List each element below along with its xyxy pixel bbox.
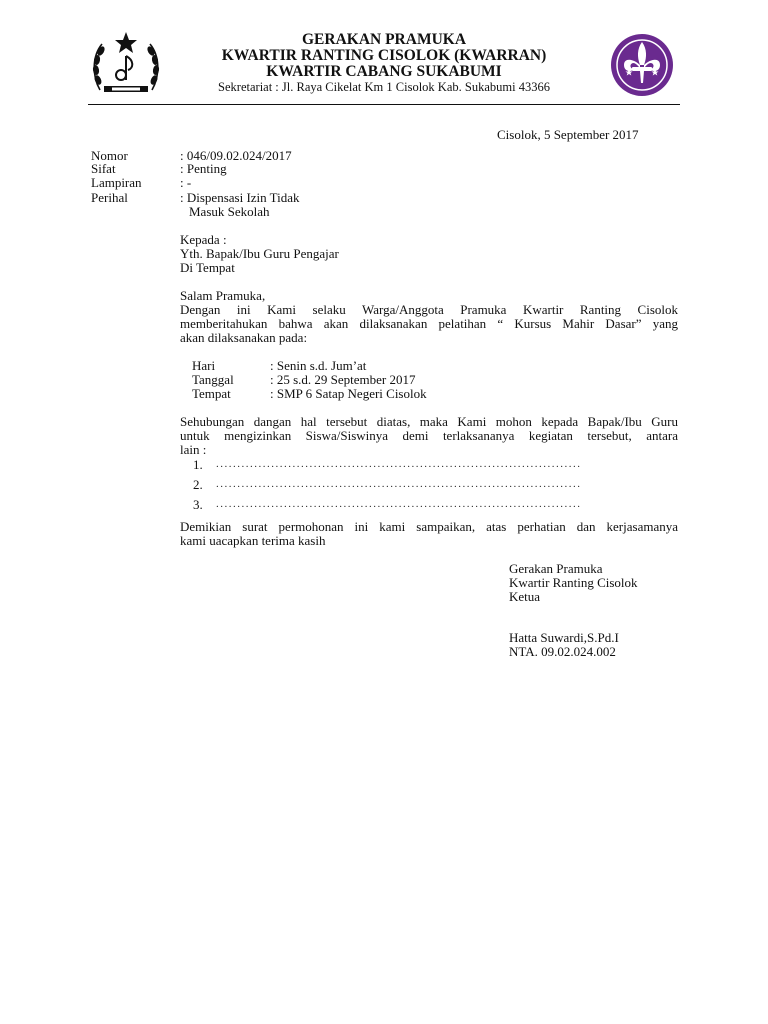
org-name-line: GERAKAN PRAMUKA [301,31,467,48]
closing-line-1: Demikian surat permohonan ini kami sampaikan, atas perhatian dan kerjasamanya [180,519,678,534]
recipient-name: Yth. Bapak/Ibu Guru Pengajar [180,246,339,261]
signature-org: Gerakan Pramuka [509,561,603,576]
perihal-value-continued: Masuk Sekolah [189,204,270,219]
secretariat-address: Sekretariat : Jl. Raya Cikelat Km 1 Cisolok Kab. Sukabumi 43366 [218,80,550,94]
list-item-number: 3. [193,497,203,512]
list-item-dots: ...................................................................................... [216,478,581,490]
signatory-nta: NTA. 09.02.024.002 [509,644,616,659]
list-item-dots: ...................................................................................... [216,498,581,510]
signature-kwarran: Kwartir Ranting Cisolok [509,575,638,590]
kwarran-name-line: KWARTIR RANTING CISOLOK (KWARRAN) [221,47,547,64]
perihal-value: : Dispensasi Izin Tidak [180,190,300,205]
hari-value: : Senin s.d. Jum’at [270,358,367,373]
recipient-place: Di Tempat [180,260,235,275]
closing-line-2: kami uacapkan terima kasih [180,533,326,548]
list-item-number: 1. [193,457,203,472]
paragraph-1-line-1: Dengan ini Kami selaku Warga/Anggota Pramuka Kwartir Ranting Cisolok [180,302,678,317]
sifat-value: : Penting [180,161,227,176]
sifat-label: Sifat [91,161,116,176]
hari-label: Hari [192,358,216,373]
list-item-number: 2. [193,477,203,492]
tanggal-value: : 25 s.d. 29 September 2017 [270,372,416,387]
paragraph-2-line-2: untuk mengizinkan Siswa/Siswinya demi terlaksananya kegiatan tersebut, antara [180,428,678,443]
lampiran-value: : - [180,175,192,190]
recipient-kepada: Kepada : [180,232,227,247]
perihal-label: Perihal [91,190,128,205]
paragraph-2-line-3: lain : [180,442,207,457]
lampiran-label: Lampiran [91,175,142,190]
date-place: Cisolok, 5 September 2017 [497,127,639,142]
signatory-name: Hatta Suwardi,S.Pd.I [509,630,619,645]
greeting: Salam Pramuka, [180,288,266,303]
paragraph-1-line-3: akan dilaksanakan pada: [180,330,308,345]
paragraph-1-line-2: memberitahukan bahwa akan dilaksanakan pelatihan “ Kursus Mahir Dasar” yang [180,316,678,331]
list-item-dots: ...................................................................................... [216,458,581,470]
nomor-value: : 046/09.02.024/2017 [180,148,292,163]
nomor-label: Nomor [91,148,128,163]
tanggal-label: Tanggal [192,372,234,387]
tempat-label: Tempat [192,386,231,401]
letterhead-divider [88,104,680,105]
tempat-value: : SMP 6 Satap Negeri Cisolok [270,386,427,401]
paragraph-2-line-1: Sehubungan dangan hal tersebut diatas, maka Kami mohon kepada Bapak/Ibu Guru [180,414,678,429]
kwarcab-name-line: KWARTIR CABANG SUKABUMI [266,63,502,80]
signature-role: Ketua [509,589,541,604]
